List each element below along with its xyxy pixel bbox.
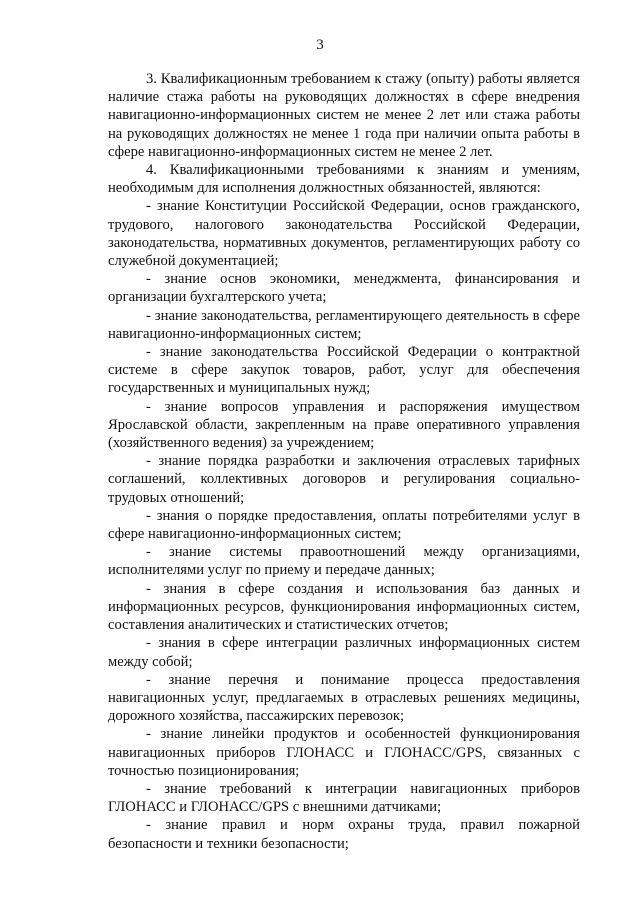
paragraph-knowledge-requirements-intro: 4. Квалификационными требованиями к знаниям и умениям, необходимым для исполнения должностных обязанностей, являются: xyxy=(108,162,580,197)
list-item-economics-accounting: - знание основ экономики, менеджмента, финансирования и организации бухгалтерского учета; xyxy=(108,271,580,306)
list-item-service-payment: - знания о порядке предоставления, оплаты потребителями услуг в сфере навигационно-информационных систем; xyxy=(108,507,580,543)
list-item-navigation-legislation: - знание законодательства, регламентирующего деятельность в сфере навигационно-информационных систем; xyxy=(108,307,580,342)
list-item-glonass-products: - знание линейки продуктов и особенностей функционирования навигационных приборов ГЛОНАСС и ГЛОНАСС/GPS, связанных с точностью позиционирования; xyxy=(108,726,580,779)
list-item-procurement-law: - знание законодательства Российской Федерации о контрактной системе в сфере закупок товаров, работ, услуг для обеспечения государственных и муниципальных нужд; xyxy=(108,344,580,397)
paragraph-stage-requirement: 3. Квалификационным требованием к стажу (опыту) работы является наличие стажа работы на руководящих должностях в сфере внедрения навигационно-информационных систем не менее 2 лет или стажа работы на руководящих должностях не менее 1 года при наличии опыта работы в сфере навигационно-информационных систем не менее 2 лет. xyxy=(108,71,580,160)
document-body xyxy=(108,70,580,853)
list-item-tariff-agreements: - знание порядка разработки и заключения отраслевых тарифных соглашений, коллективных договоров и регулирования социально-трудовых отношений; xyxy=(108,453,580,506)
list-item-navigation-services: - знание перечня и понимание процесса предоставления навигационных услуг, предлагаемых в отраслевых решениях медицины, дорожного хозяйства, пассажирских перевозок; xyxy=(108,671,580,725)
list-item-databases: - знания в сфере создания и использования баз данных и информационных ресурсов, функционирования информационных систем, составления аналитических и статистических отчетов; xyxy=(108,580,580,634)
list-item-systems-integration: - знания в сфере интеграции различных информационных систем между собой; xyxy=(108,635,580,670)
list-item-property-management: - знание вопросов управления и распоряжения имуществом Ярославской области, закрепленным на праве оперативного управления (хозяйственного ведения) за учреждением; xyxy=(108,398,580,452)
page-number: 3 xyxy=(316,37,324,53)
list-item-legal-relations: - знание системы правоотношений между организациями, исполнителями услуг по приему и передаче данных; xyxy=(108,544,580,579)
list-item-safety-rules: - знание правил и норм охраны труда, правил пожарной безопасности и техники безопасности; xyxy=(108,817,580,852)
list-item-sensor-integration: - знание требований к интеграции навигационных приборов ГЛОНАСС и ГЛОНАСС/GPS с внешними датчиками; xyxy=(108,780,580,816)
list-item-constitution-law: - знание Конституции Российской Федерации, основ гражданского, трудового, налогового законодательства Российской Федерации, законодательства, нормативных документов, регламентирующих работу со служебной документацией; xyxy=(108,198,580,270)
